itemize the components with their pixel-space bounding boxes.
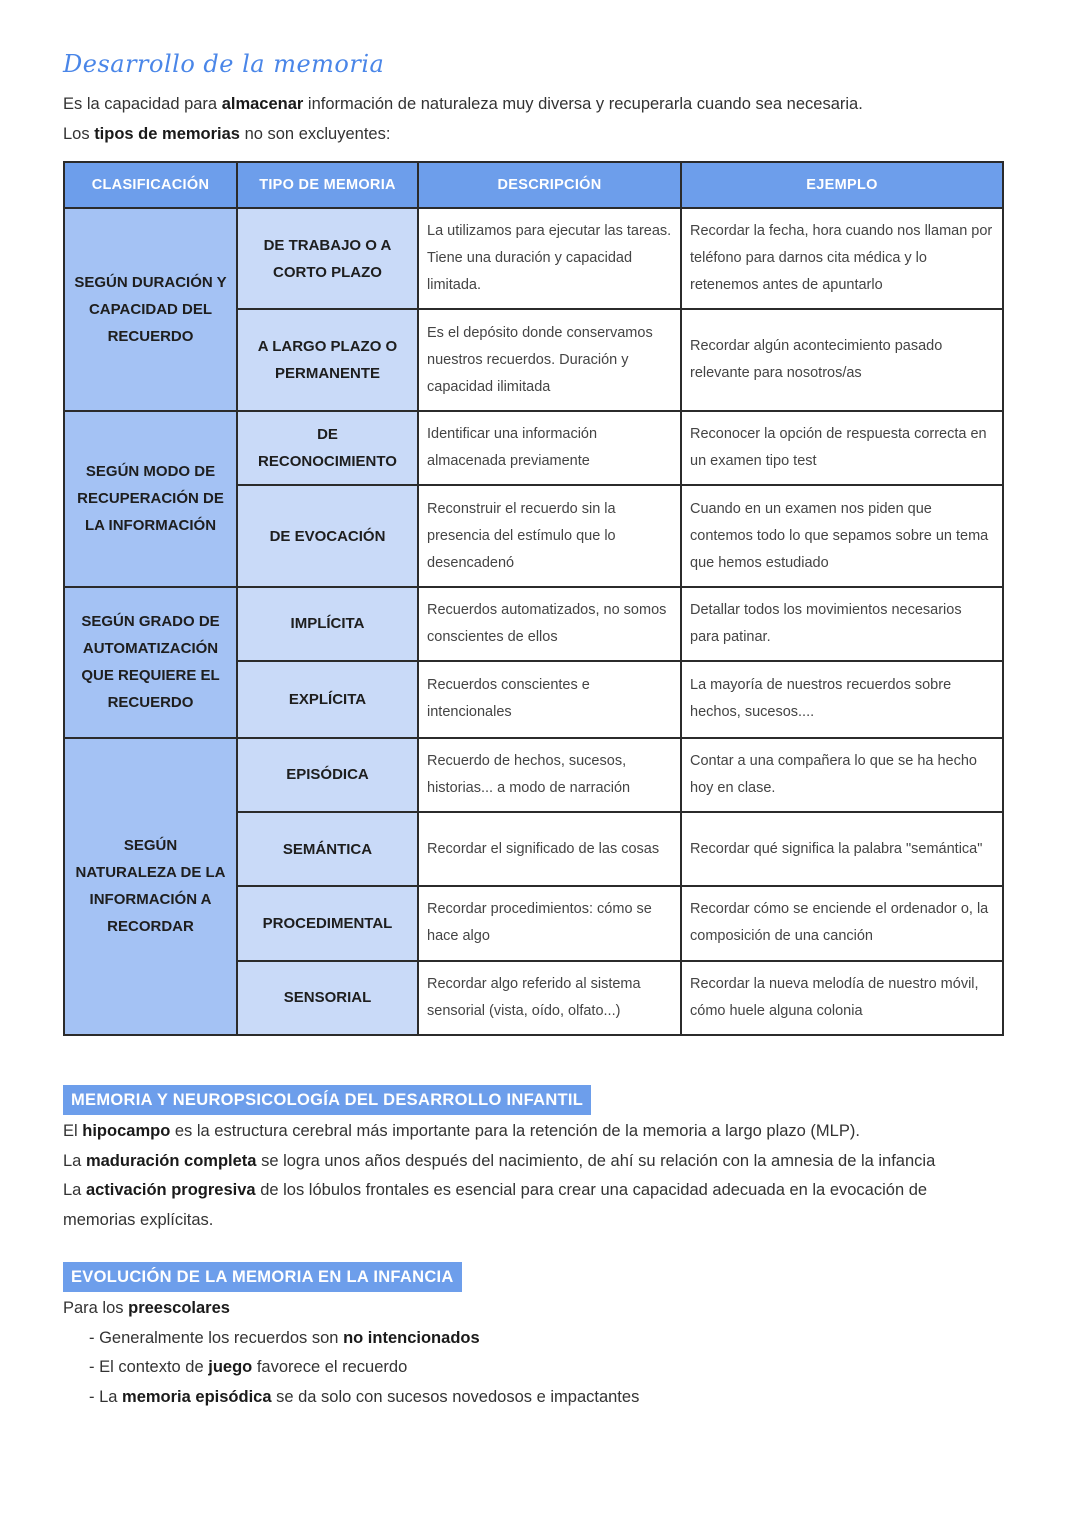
description-cell: La utilizamos para ejecutar las tareas. Tiene una duración y capacidad limitada. — [418, 208, 681, 309]
header-descripcion: DESCRIPCIÓN — [418, 162, 681, 208]
example-cell: Recordar qué significa la palabra "semántica" — [681, 812, 1003, 886]
intro-line-2: Los tipos de memorias no son excluyentes: — [63, 124, 391, 143]
description-cell: Recordar procedimientos: cómo se hace algo — [418, 886, 681, 960]
memory-type-cell: SEMÁNTICA — [237, 812, 418, 886]
example-cell: Recordar cómo se enciende el ordenador o, la composición de una canción — [681, 886, 1003, 960]
description-cell: Es el depósito donde conservamos nuestros recuerdos. Duración y capacidad ilimitada — [418, 309, 681, 410]
list-item: - El contexto de juego favorece el recuerdo — [89, 1353, 993, 1383]
section-neuropsicologia-body — [63, 1117, 993, 1235]
intro-line-1: Es la capacidad para almacenar información de naturaleza muy diversa y recuperarla cuando sea necesaria. — [63, 95, 863, 113]
example-cell: La mayoría de nuestros recuerdos sobre hechos, sucesos.... — [681, 661, 1003, 737]
intro — [63, 90, 1023, 149]
header-ejemplo: EJEMPLO — [681, 162, 1003, 208]
table-row — [64, 411, 1003, 485]
classification-cell: SEGÚN MODO DE RECUPERACIÓN DE LA INFORMACIÓN — [64, 411, 237, 587]
paragraph: Para los preescolares — [63, 1299, 230, 1317]
classification-cell: SEGÚN DURACIÓN Y CAPACIDAD DEL RECUERDO — [64, 208, 237, 411]
paragraph: La maduración completa se logra unos años después del nacimiento, de ahí su relación con la amnesia de la infancia — [63, 1151, 936, 1170]
table-header-row — [64, 162, 1003, 208]
example-cell: Recordar la nueva melodía de nuestro móvil, cómo huele alguna colonia — [681, 961, 1003, 1035]
memory-type-cell: A LARGO PLAZO O PERMANENTE — [237, 309, 418, 410]
bullet-list — [63, 1324, 993, 1413]
memory-type-cell: EPISÓDICA — [237, 738, 418, 812]
example-cell: Reconocer la opción de respuesta correcta en un examen tipo test — [681, 411, 1003, 485]
example-cell: Contar a una compañera lo que se ha hecho hoy en clase. — [681, 738, 1003, 812]
description-cell: Identificar una información almacenada previamente — [418, 411, 681, 485]
description-cell: Recuerdos conscientes e intencionales — [418, 661, 681, 737]
memory-type-cell: DE TRABAJO O A CORTO PLAZO — [237, 208, 418, 309]
memory-type-cell: PROCEDIMENTAL — [237, 886, 418, 960]
example-cell: Recordar algún acontecimiento pasado relevante para nosotros/as — [681, 309, 1003, 410]
paragraph: El hipocampo es la estructura cerebral más importante para la retención de la memoria a largo plazo (MLP). — [63, 1122, 860, 1140]
description-cell: Recuerdos automatizados, no somos conscientes de ellos — [418, 587, 681, 661]
page-title: Desarrollo de la memoria — [63, 50, 385, 78]
list-item: - Generalmente los recuerdos son no intencionados — [89, 1324, 993, 1354]
description-cell: Recuerdo de hechos, sucesos, historias... a modo de narración — [418, 738, 681, 812]
section-heading-evolucion: EVOLUCIÓN DE LA MEMORIA EN LA INFANCIA — [63, 1262, 462, 1292]
header-clasificacion: CLASIFICACIÓN — [64, 162, 237, 208]
memory-type-cell: IMPLÍCITA — [237, 587, 418, 661]
example-cell: Cuando en un examen nos piden que contemos todo lo que sepamos sobre un tema que hemos estudiado — [681, 485, 1003, 586]
list-item: - La memoria episódica se da solo con sucesos novedosos e impactantes — [89, 1383, 993, 1413]
table-row — [64, 208, 1003, 309]
description-cell: Reconstruir el recuerdo sin la presencia del estímulo que lo desencadenó — [418, 485, 681, 586]
section-heading-neuropsicologia: MEMORIA Y NEUROPSICOLOGÍA DEL DESARROLLO INFANTIL — [63, 1085, 591, 1115]
table-row — [64, 738, 1003, 812]
example-cell: Detallar todos los movimientos necesarios para patinar. — [681, 587, 1003, 661]
header-tipo: TIPO DE MEMORIA — [237, 162, 418, 208]
section-evolucion-body — [63, 1294, 993, 1412]
classification-cell: SEGÚN GRADO DE AUTOMATIZACIÓN QUE REQUIERE EL RECUERDO — [64, 587, 237, 738]
memory-type-cell: DE EVOCACIÓN — [237, 485, 418, 586]
memory-types-table — [63, 161, 1004, 1036]
example-cell: Recordar la fecha, hora cuando nos llaman por teléfono para darnos cita médica y lo retenemos antes de apuntarlo — [681, 208, 1003, 309]
memory-type-cell: EXPLÍCITA — [237, 661, 418, 737]
classification-cell: SEGÚN NATURALEZA DE LA INFORMACIÓN A RECORDAR — [64, 738, 237, 1035]
memory-type-cell: SENSORIAL — [237, 961, 418, 1035]
table-row — [64, 587, 1003, 661]
description-cell: Recordar algo referido al sistema sensorial (vista, oído, olfato...) — [418, 961, 681, 1035]
paragraph: La activación progresiva de los lóbulos frontales es esencial para crear una capacidad adecuada en la evocación de memorias explícitas. — [63, 1181, 928, 1229]
description-cell: Recordar el significado de las cosas — [418, 812, 681, 886]
memory-type-cell: DE RECONOCIMIENTO — [237, 411, 418, 485]
